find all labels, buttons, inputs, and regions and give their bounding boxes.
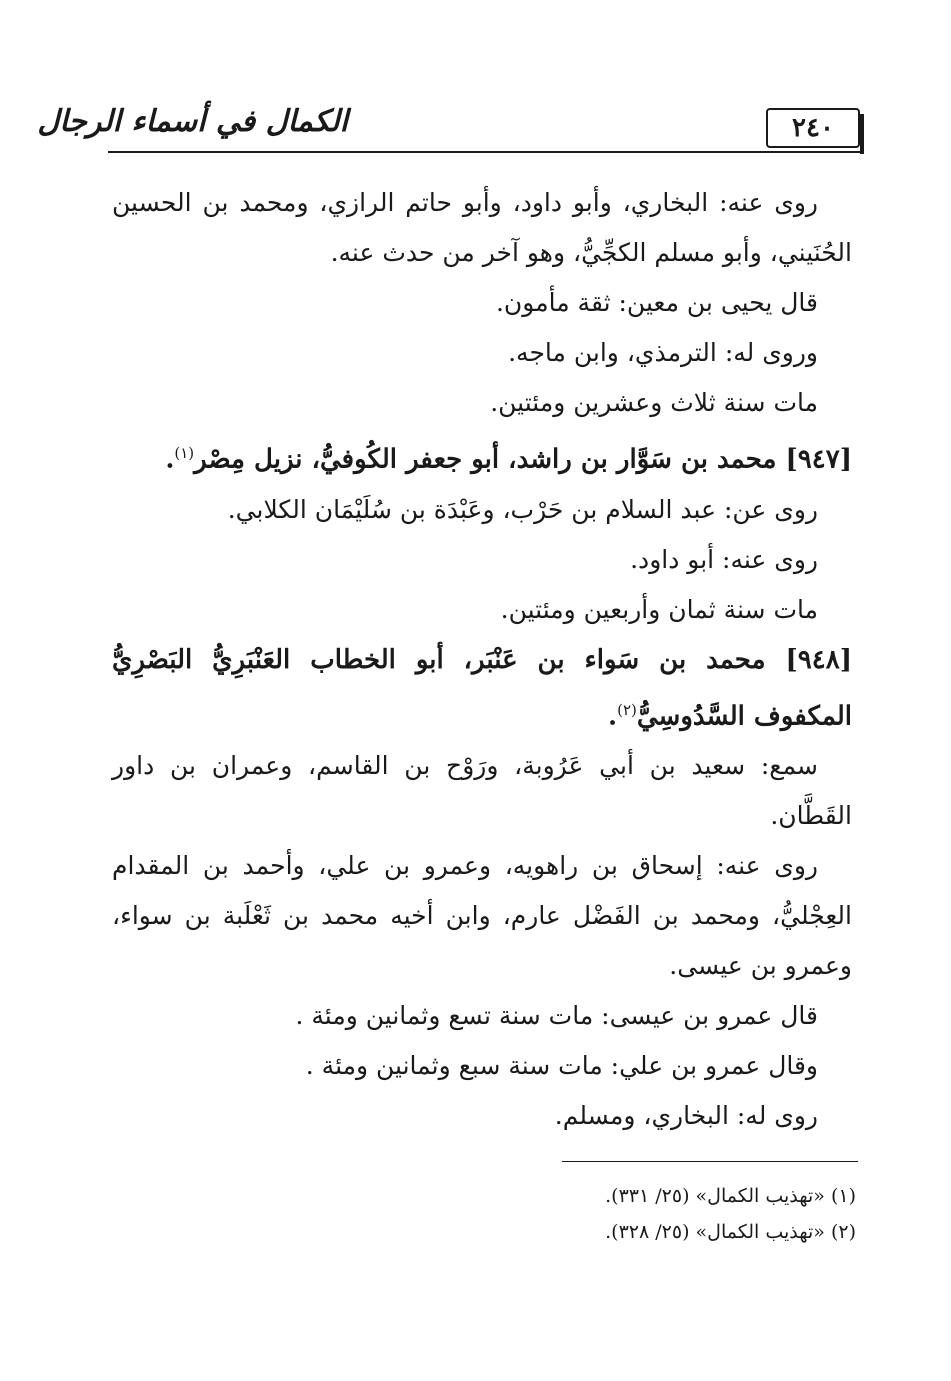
entry-heading-text: [٩٤٧] محمد بن سَوَّار بن راشد، أبو جعفر الكُوفيُّ، نزيل مِصْر (194, 444, 852, 475)
text-line: روى له: البخاري، ومسلم. (554, 1101, 818, 1131)
header-rule (108, 151, 860, 153)
footnote-mark: (٢) (617, 700, 637, 719)
text-line: روى عنه: البخاري، وأبو داود، وأبو حاتم الرازي، ومحمد بن الحسين الحُنَيني، وأبو مسلم الكجِّيُّ، وهو آخر من حدث عنه. (112, 188, 852, 267)
text-line: مات سنة ثلاث وعشرين ومئتين. (490, 388, 818, 417)
text-line: روى عنه: أبو داود. (630, 544, 818, 574)
entry-heading-text: [٩٤٨] محمد بن سَواء بن عَنْبَر، أبو الخطاب العَنْبَرِيُّ البَصْرِيُّ المكفوف السَّدُوسِيُّ (112, 644, 852, 732)
footnote-item: (١) «تهذيب الكمال» (٢٥/ ٣٣١). (605, 1185, 856, 1207)
text-line: قال عمرو بن عيسى: مات سنة تسع وثمانين ومئة . (295, 1001, 818, 1031)
page-header (37, 92, 860, 154)
entry-heading-end: . (165, 444, 175, 475)
text-line: وروى له: الترمذي، وابن ماجه. (508, 338, 818, 367)
text-line: مات سنة ثمان وأربعين ومئتين. (500, 594, 818, 624)
main-text (112, 178, 852, 1141)
text-line: قال يحيى بن معين: ثقة مأمون. (495, 288, 818, 317)
running-title: الكمال في أسماء الرجال (37, 104, 348, 139)
text-line: سمع: سعيد بن أبي عَرُوبة، ورَوْح بن القاسم، وعمران بن داور القَطَّان. (112, 751, 852, 831)
entry-heading-947 (112, 428, 852, 485)
entry-heading-end: . (608, 701, 618, 732)
footnote-mark: (١) (174, 444, 195, 462)
page-number: ٢٤٠ (766, 108, 860, 148)
text-line: روى عنه: إسحاق بن راهويه، وعمرو بن علي، وأحمد بن المقدام العِجْليُّ، ومحمد بن الفَضْل عارم، وابن أخيه محمد بن ثَعْلَبة بن سواء، وعمرو بن عيسى. (112, 851, 852, 981)
footnotes (112, 1178, 856, 1250)
footnote-rule (562, 1161, 858, 1162)
footnote-item: (٢) «تهذيب الكمال» (٢٥/ ٣٢٨). (605, 1221, 856, 1243)
text-line: وقال عمرو بن علي: مات سنة سبع وثمانين ومئة . (305, 1051, 818, 1081)
entry-heading-948 (112, 635, 852, 742)
text-line: روى عن: عبد السلام بن حَرْب، وعَبْدَة بن سُلَيْمَان الكلابي. (227, 494, 818, 524)
